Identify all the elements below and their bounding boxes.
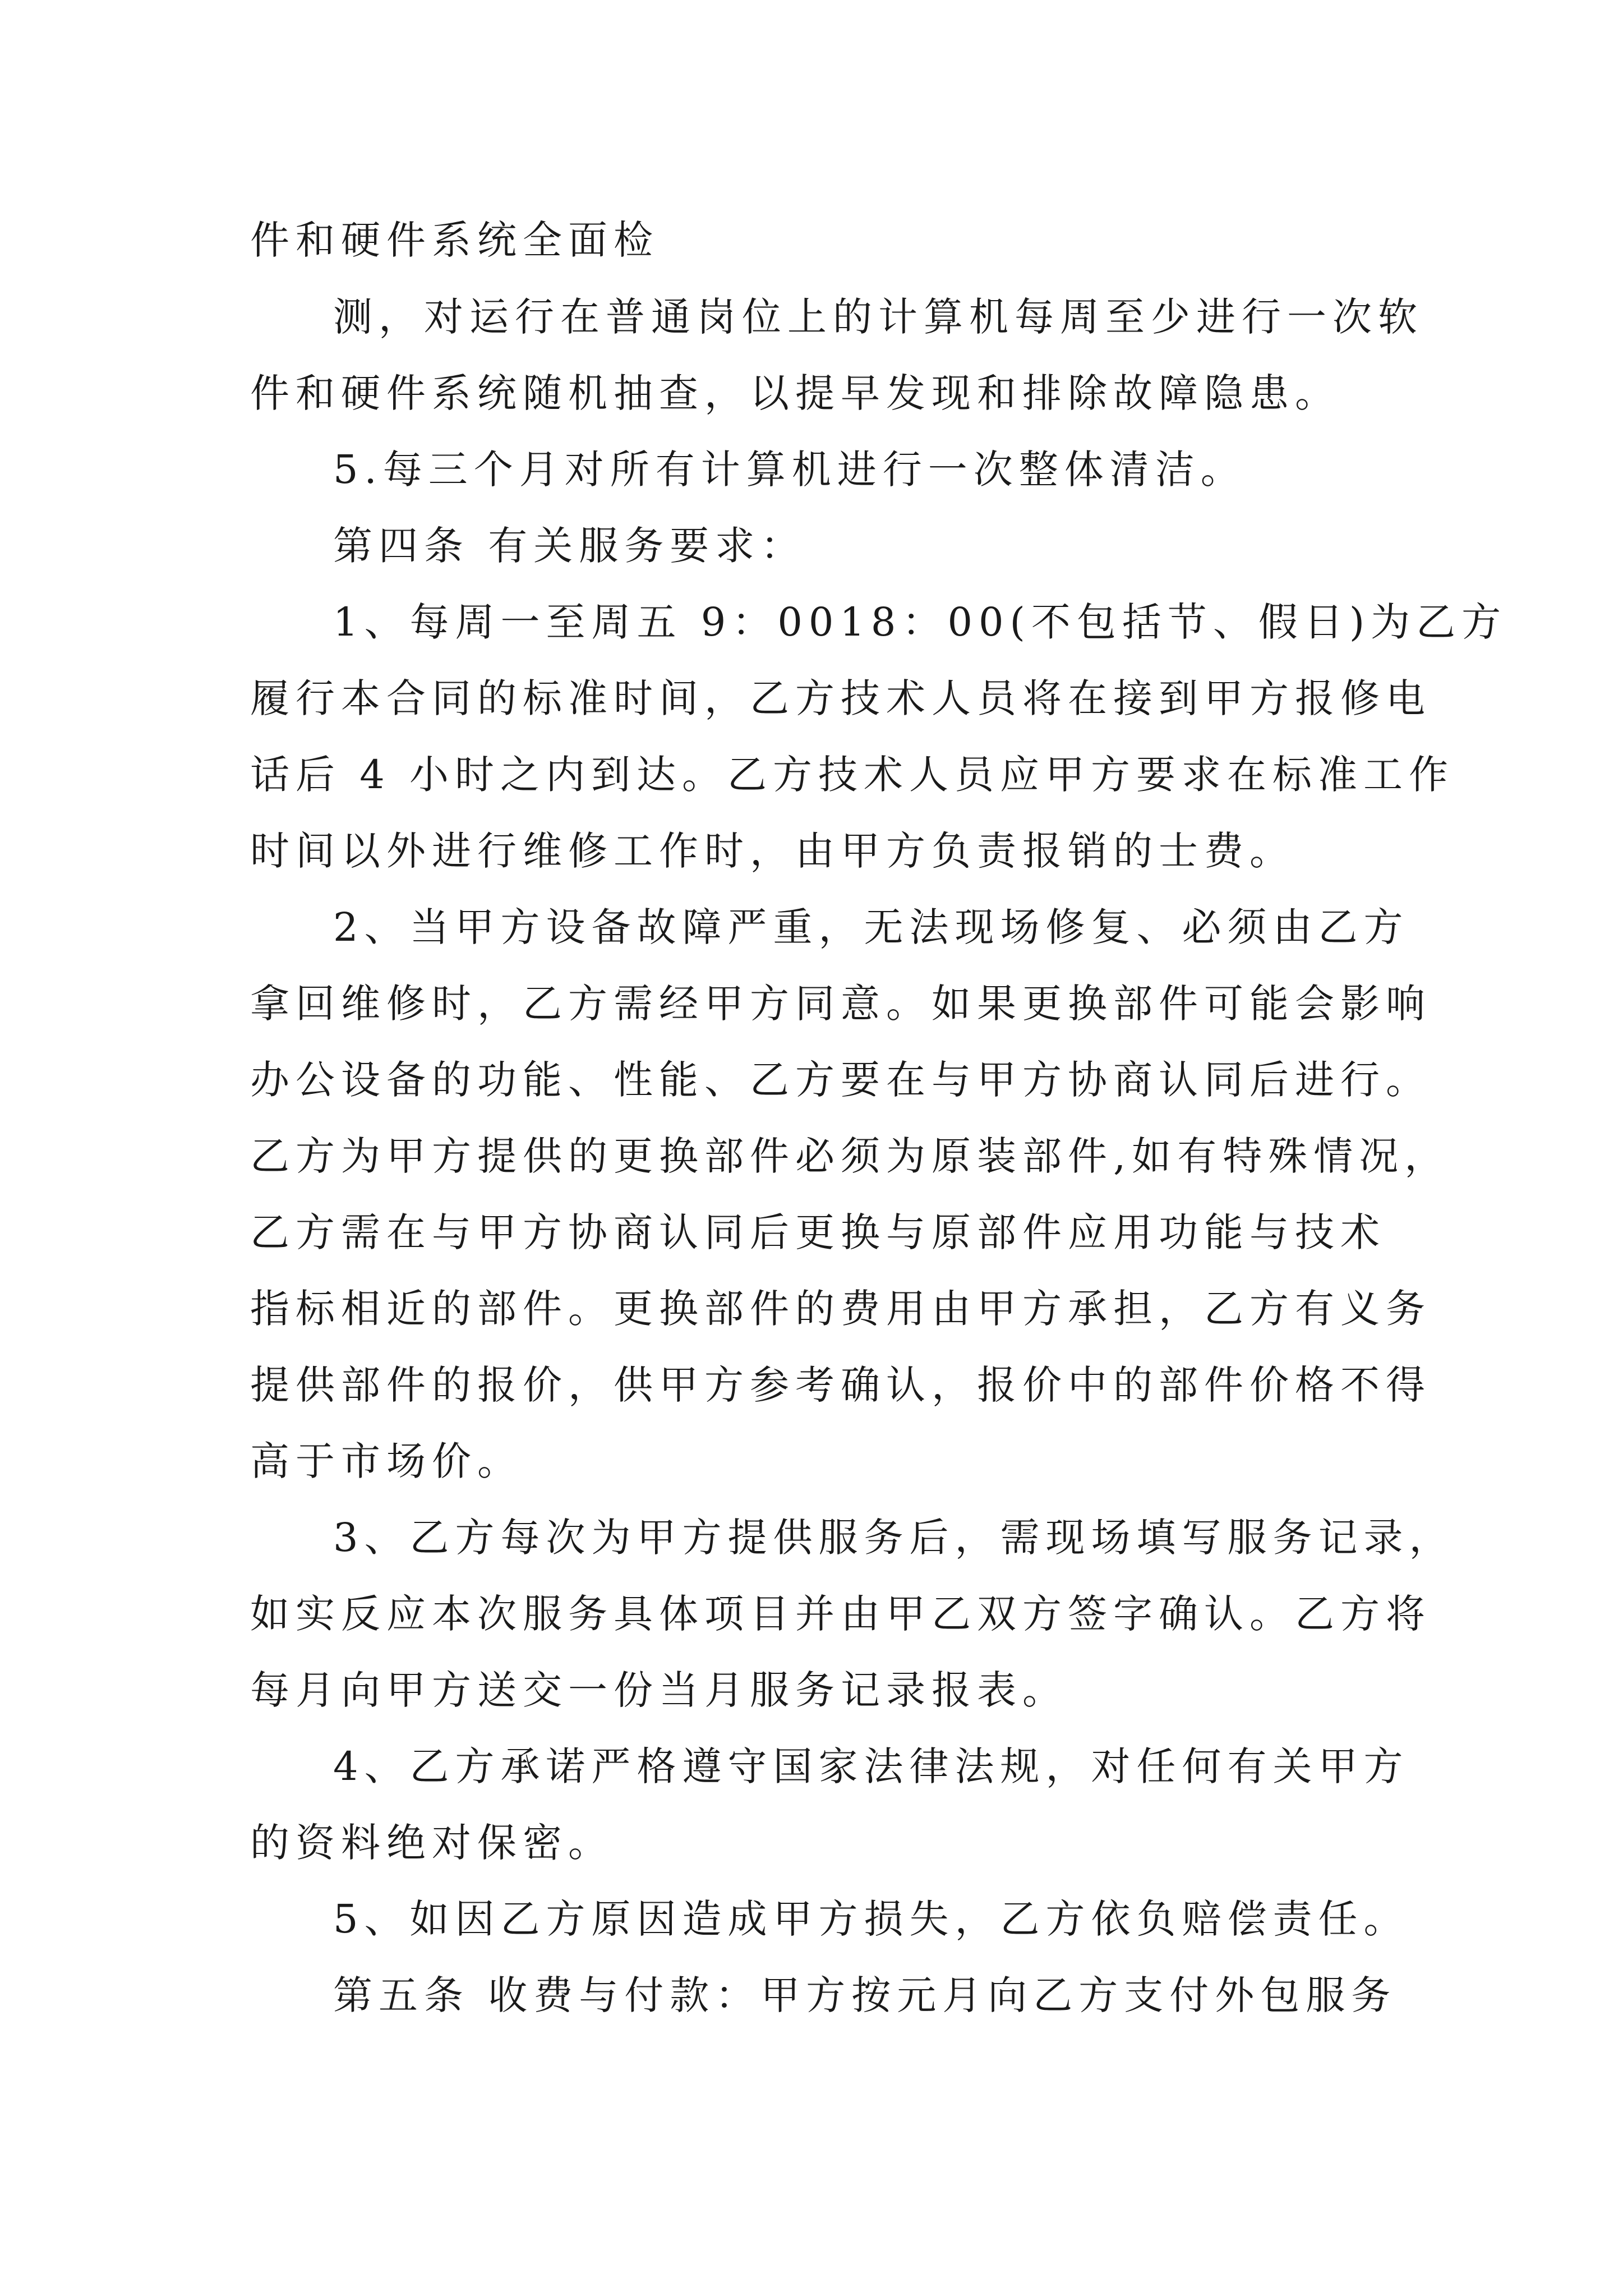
text-line: 2、当甲方设备故障严重，无法现场修复、必须由乙方: [333, 904, 1409, 950]
text-line: 办公设备的功能、性能、乙方要在与甲方协商认同后进行。: [250, 1057, 1431, 1103]
text-line: 4、乙方承诺严格遵守国家法律法规，对任何有关甲方: [333, 1743, 1409, 1789]
text-line: 如实反应本次服务具体项目并由甲乙双方签字确认。乙方将: [250, 1591, 1431, 1637]
text-line: 话后 4 小时之内到达。乙方技术人员应甲方要求在标准工作: [250, 752, 1455, 798]
text-line: 乙方需在与甲方协商认同后更换与原部件应用功能与技术: [250, 1209, 1386, 1255]
text-line: 的资料绝对保密。: [250, 1820, 614, 1866]
text-line: 履行本合同的标准时间，乙方技术人员将在接到甲方报修电: [250, 675, 1431, 721]
text-line: 拿回维修时，乙方需经甲方同意。如果更换部件可能会影响: [250, 981, 1431, 1027]
text-line: 时间以外进行维修工作时，由甲方负责报销的士费。: [250, 828, 1295, 874]
text-line: 5、如因乙方原因造成甲方损失，乙方依负赔偿责任。: [333, 1896, 1409, 1942]
text-line: 件和硬件系统随机抽查，以提早发现和排除故障隐患。: [250, 370, 1340, 416]
text-line: 5.每三个月对所有计算机进行一次整体清洁。: [333, 447, 1246, 493]
section-heading: 第五条 收费与付款：甲方按元月向乙方支付外包服务: [333, 1972, 1397, 2018]
text-line: 乙方为甲方提供的更换部件必须为原装部件,如有特殊情况，: [250, 1133, 1450, 1179]
text-line: 测，对运行在普通岗位上的计算机每周至少进行一次软: [333, 294, 1423, 340]
text-line: 1、每周一至周五 9：0018：00(不包括节、假日)为乙方: [333, 599, 1507, 645]
text-line: 高于市场价。: [250, 1438, 523, 1484]
text-line: 指标相近的部件。更换部件的费用由甲方承担，乙方有义务: [250, 1286, 1431, 1332]
text-line: 提供部件的报价，供甲方参考确认，报价中的部件价格不得: [250, 1362, 1431, 1408]
text-line: 3、乙方每次为甲方提供服务后，需现场填写服务记录，: [333, 1515, 1455, 1561]
section-heading: 第四条 有关服务要求：: [333, 523, 806, 569]
text-line: 每月向甲方送交一份当月服务记录报表。: [250, 1667, 1068, 1713]
text-line: 件和硬件系统全面检: [250, 217, 659, 263]
